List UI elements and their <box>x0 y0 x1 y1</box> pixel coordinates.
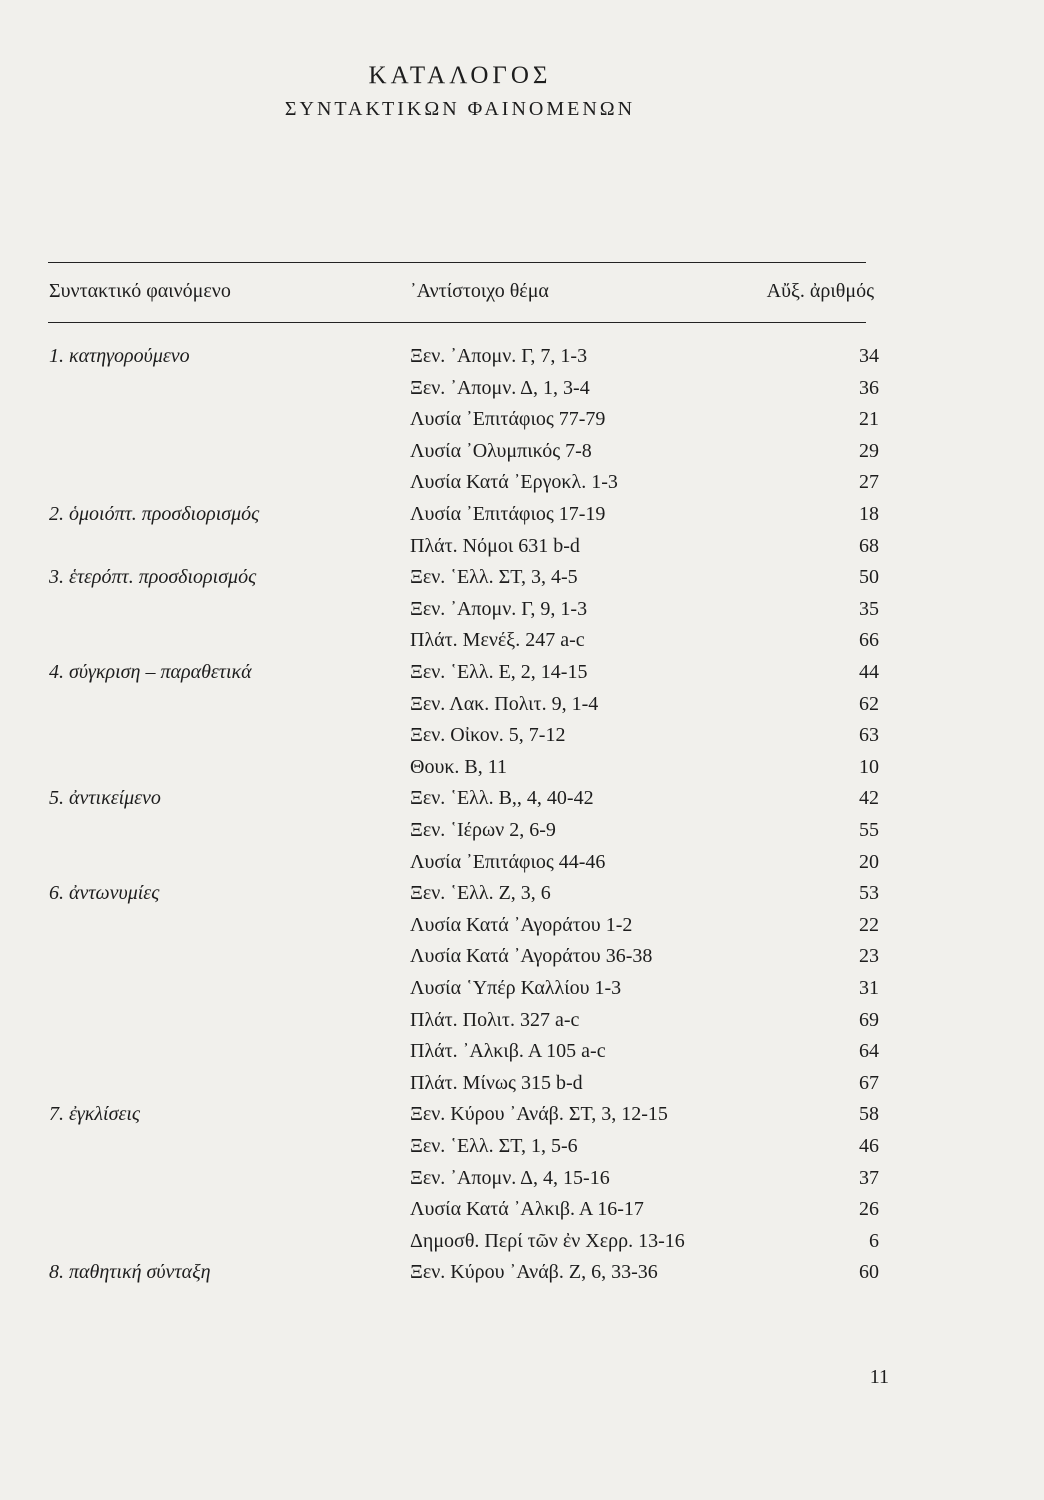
table-row <box>0 440 1044 470</box>
phenomenon-cell: 7. ἐγκλίσεις <box>49 1103 140 1126</box>
table-row <box>0 914 1044 944</box>
topic-cell: Δημοσθ. Περί τῶν ἐν Χερρ. 13-16 <box>410 1229 685 1252</box>
phenomenon-cell: 8. παθητική σύνταξη <box>49 1261 211 1284</box>
page-title: ΚΑΤΑΛΟΓΟΣ <box>368 62 552 89</box>
table-row <box>0 503 1044 533</box>
topic-cell: Ξεν. ῾Ελλ. ΣΤ, 3, 4-5 <box>410 566 578 589</box>
topic-cell: Πλάτ. Νόμοι 631 b-d <box>410 534 580 557</box>
number-cell: 18 <box>859 503 879 525</box>
topic-cell: Ξεν. ᾽Απομν. Γ, 9, 1-3 <box>410 597 588 620</box>
number-cell: 58 <box>859 1103 879 1126</box>
table-row <box>0 535 1044 565</box>
topic-cell: Λυσία ᾽Ολυμπικός 7-8 <box>410 439 592 462</box>
table-row <box>0 1103 1044 1133</box>
number-cell: 53 <box>859 882 879 905</box>
topic-cell: Λυσία Κατά ᾽Αγοράτου 1-2 <box>410 913 633 936</box>
topic-cell: Λυσία ῾Υπέρ Καλλίου 1-3 <box>410 977 622 999</box>
number-cell: 44 <box>859 661 879 683</box>
page-subtitle: ΣΥΝΤΑΚΤΙΚΩΝ ΦΑΙΝΟΜΕΝΩΝ <box>284 98 636 120</box>
table-row <box>0 1040 1044 1070</box>
header-topic: ᾽Αντίστοιχο θέμα <box>410 280 549 302</box>
table-row <box>0 629 1044 659</box>
topic-cell: Ξεν. Κύρου ᾽Ανάβ. Ζ, 6, 33-36 <box>410 1261 658 1284</box>
header-phenomenon: Συντακτικό φαινόμενο <box>49 280 231 302</box>
number-cell: 34 <box>859 345 879 367</box>
table-row <box>0 1135 1044 1165</box>
table-row <box>0 598 1044 628</box>
number-cell: 69 <box>859 1008 879 1031</box>
topic-cell: Ξεν. ῾Ελλ. Ζ, 3, 6 <box>410 882 551 905</box>
table-row <box>0 977 1044 1007</box>
table-row <box>0 819 1044 849</box>
topic-cell: Λυσία Κατά ᾽Αγοράτου 36-38 <box>410 945 653 968</box>
number-cell: 42 <box>859 787 879 810</box>
topic-cell: Ξεν. ῾Ελλ. ΣΤ, 1, 5-6 <box>410 1135 578 1157</box>
phenomenon-cell: 3. ἑτερόπτ. προσδιορισμός <box>49 566 257 589</box>
table-row <box>0 471 1044 501</box>
table-row <box>0 661 1044 691</box>
header-rule <box>48 322 866 323</box>
number-cell: 35 <box>859 597 879 620</box>
topic-cell: Ξεν. ῾Ιέρων 2, 6-9 <box>410 819 556 841</box>
topic-cell: Πλάτ. Πολιτ. 327 a-c <box>410 1008 580 1031</box>
table-row <box>0 566 1044 596</box>
table-row <box>0 377 1044 407</box>
table-row <box>0 408 1044 438</box>
table-row <box>0 882 1044 912</box>
table-row <box>0 945 1044 975</box>
number-cell: 22 <box>859 913 879 936</box>
phenomenon-cell: 5. ἀντικείμενο <box>49 787 161 810</box>
number-cell: 27 <box>859 471 879 494</box>
table-row <box>0 1230 1044 1260</box>
topic-cell: Ξεν. ᾽Απομν. Δ, 1, 3-4 <box>410 376 590 399</box>
topic-cell: Λυσία ᾽Επιτάφιος 77-79 <box>410 408 606 431</box>
table-row <box>0 851 1044 881</box>
number-cell: 64 <box>859 1040 879 1063</box>
number-cell: 21 <box>859 408 879 431</box>
table-row <box>0 1198 1044 1228</box>
topic-cell: Ξεν. Λακ. Πολιτ. 9, 1-4 <box>410 692 599 715</box>
number-cell: 6 <box>869 1229 879 1252</box>
number-cell: 36 <box>859 376 879 399</box>
number-cell: 26 <box>859 1198 879 1221</box>
number-cell: 67 <box>859 1071 879 1094</box>
number-cell: 68 <box>859 534 879 557</box>
phenomenon-cell: 4. σύγκριση – παραθετικά <box>49 661 252 683</box>
table-row <box>0 756 1044 786</box>
number-cell: 37 <box>859 1166 879 1189</box>
number-cell: 66 <box>859 629 879 652</box>
number-cell: 20 <box>859 850 879 873</box>
topic-cell: Ξεν. Κύρου ᾽Ανάβ. ΣΤ, 3, 12-15 <box>410 1103 668 1126</box>
table-row <box>0 1072 1044 1102</box>
topic-cell: Ξεν. ᾽Απομν. Δ, 4, 15-16 <box>410 1166 610 1189</box>
number-cell: 63 <box>859 724 879 747</box>
topic-cell: Ξεν. ᾽Απομν. Γ, 7, 1-3 <box>410 345 588 367</box>
number-cell: 29 <box>859 439 879 462</box>
top-rule <box>48 262 866 263</box>
number-cell: 55 <box>859 819 879 841</box>
topic-cell: Λυσία ᾽Επιτάφιος 17-19 <box>410 503 606 525</box>
phenomenon-cell: 2. ὁμοιόπτ. προσδιορισμός <box>49 503 260 525</box>
page-number: 11 <box>869 1366 889 1388</box>
table-row <box>0 787 1044 817</box>
table-row <box>0 1009 1044 1039</box>
topic-cell: Πλάτ. Μενέξ. 247 a-c <box>410 629 585 652</box>
table-row <box>0 693 1044 723</box>
topic-cell: Λυσία Κατά ᾽Εργοκλ. 1-3 <box>410 471 618 494</box>
number-cell: 31 <box>859 977 879 999</box>
topic-cell: Ξεν. ῾Ελλ. Β,, 4, 40-42 <box>410 787 594 810</box>
number-cell: 60 <box>859 1261 879 1284</box>
number-cell: 10 <box>859 755 879 778</box>
phenomenon-cell: 1. κατηγορούμενο <box>49 345 190 367</box>
number-cell: 50 <box>859 566 879 589</box>
table-row <box>0 724 1044 754</box>
topic-cell: Πλάτ. Μίνως 315 b-d <box>410 1071 583 1094</box>
table-row <box>0 1167 1044 1197</box>
phenomenon-cell: 6. ἀντωνυμίες <box>49 882 160 905</box>
number-cell: 62 <box>859 692 879 715</box>
topic-cell: Λυσία Κατά ᾽Αλκιβ. Α 16-17 <box>410 1198 644 1221</box>
table-row <box>0 1261 1044 1291</box>
topic-cell: Ξεν. Οἰκον. 5, 7-12 <box>410 724 566 747</box>
topic-cell: Ξεν. ῾Ελλ. Ε, 2, 14-15 <box>410 661 588 683</box>
number-cell: 23 <box>859 945 879 968</box>
number-cell: 46 <box>859 1135 879 1157</box>
header-number: Αὔξ. ἀριθμός <box>766 280 874 302</box>
topic-cell: Πλάτ. ᾽Αλκιβ. Α 105 a-c <box>410 1040 606 1063</box>
topic-cell: Λυσία ᾽Επιτάφιος 44-46 <box>410 850 606 873</box>
table-row <box>0 345 1044 375</box>
topic-cell: Θουκ. Β, 11 <box>410 755 508 778</box>
